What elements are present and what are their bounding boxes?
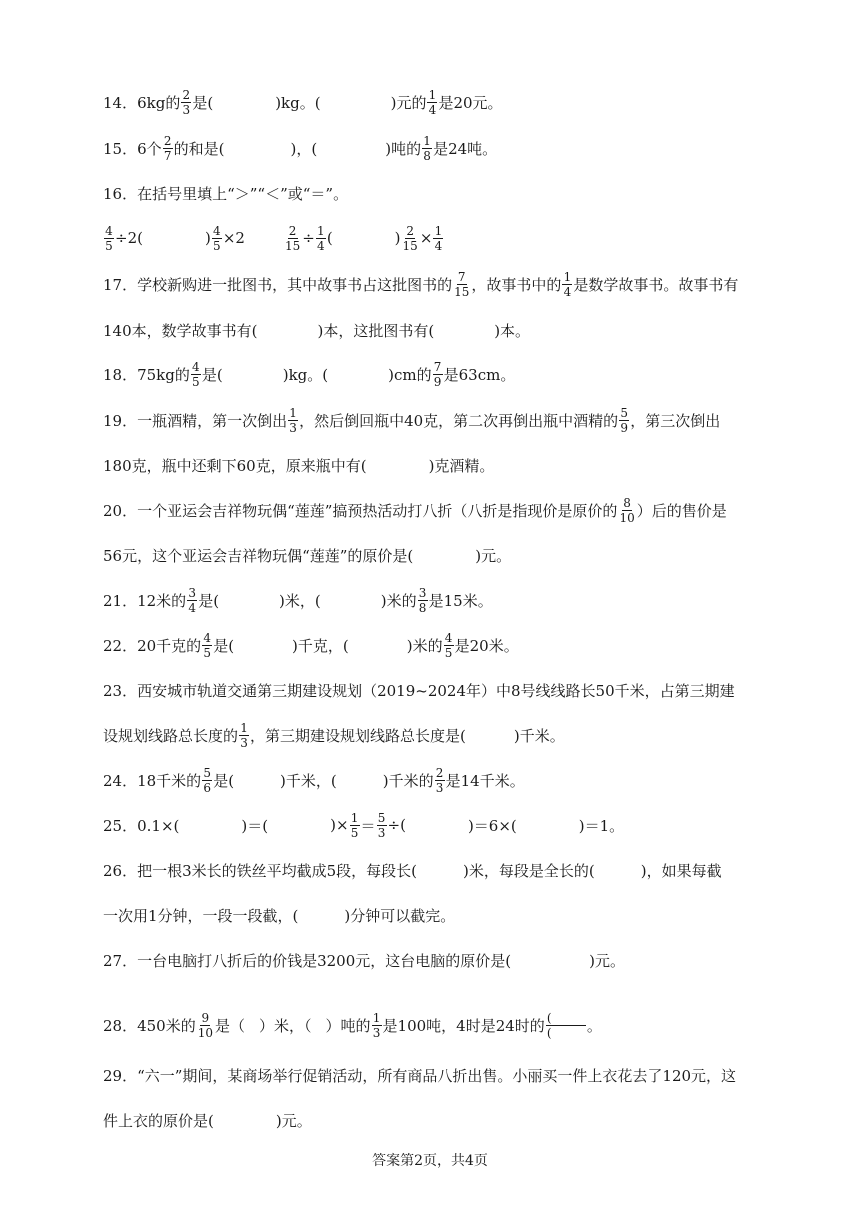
fraction xyxy=(427,88,437,117)
question-21 xyxy=(103,580,493,620)
frac-num: 3 xyxy=(418,585,427,600)
frac-num: 1 xyxy=(316,223,325,238)
q24-text-a: 24．18千米的 xyxy=(103,771,202,790)
fraction xyxy=(181,88,191,117)
fraction xyxy=(316,224,326,253)
frac-num: ( xyxy=(546,1011,586,1026)
question-14 xyxy=(103,82,503,122)
question-29-cont xyxy=(103,1100,312,1140)
q25-text-d: ＝ xyxy=(360,816,376,835)
q19b-text-b: )克酒精。 xyxy=(428,456,495,475)
q16b-text-e: ( xyxy=(326,229,333,247)
frac-den: 5 xyxy=(213,238,221,253)
question-25 xyxy=(103,805,624,845)
frac-den: 15 xyxy=(284,238,301,253)
q28-text-b: 是（ xyxy=(215,1016,246,1035)
q18-text-c: )kg。( xyxy=(282,365,329,384)
frac-den: 5 xyxy=(105,238,113,253)
q25-text-c: )× xyxy=(330,816,349,834)
fraction xyxy=(453,270,470,299)
q16b-text-c: ×2 xyxy=(222,229,245,247)
frac-den: 9 xyxy=(620,420,628,435)
question-16 xyxy=(103,173,348,213)
q28-text-f: 。 xyxy=(586,1016,602,1035)
q28-text-a: 28．450米的 xyxy=(103,1016,196,1035)
q28-text-c: ）米，（ xyxy=(259,1016,312,1035)
q26b-text-a: 一次用1分钟，一段一段截，( xyxy=(103,906,299,925)
frac-den: 9 xyxy=(433,374,442,389)
q16b-text-f: ) xyxy=(394,229,401,247)
q14-text-d: )元的 xyxy=(390,93,427,112)
frac-den: 3 xyxy=(377,825,386,840)
q21-text-c: )米，( xyxy=(279,591,321,610)
frac-den: 4 xyxy=(434,238,443,253)
q25-text-b: )＝( xyxy=(241,816,269,835)
frac-den: 3 xyxy=(372,1025,381,1040)
fraction xyxy=(187,586,197,615)
fraction xyxy=(618,496,635,525)
q22-text-b: 是( xyxy=(213,636,235,655)
q18-text-d: )cm的 xyxy=(388,365,432,384)
q22-text-c: )千克，( xyxy=(292,636,349,655)
frac-den: 3 xyxy=(182,102,191,117)
frac-num: 1 xyxy=(350,810,359,825)
q22-text-e: 是20米。 xyxy=(454,636,519,655)
q21-text-a: 21．12米的 xyxy=(103,591,187,610)
frac-den: 10 xyxy=(619,510,635,525)
fraction xyxy=(104,224,114,253)
frac-den: 4 xyxy=(563,284,572,299)
fraction xyxy=(433,224,443,253)
question-26 xyxy=(103,850,722,890)
q25-text-g: )＝1。 xyxy=(578,816,625,835)
fraction xyxy=(422,134,432,163)
q16b-text-a: ÷2( xyxy=(115,229,143,247)
q27-text-a: 27．一台电脑打八折后的价钱是3200元，这台电脑的原价是( xyxy=(103,951,512,970)
q17-text-b: ，故事书中的 xyxy=(471,275,562,294)
frac-den: 4 xyxy=(316,238,325,253)
frac-den: ( xyxy=(546,1025,552,1040)
frac-num: 2 xyxy=(182,87,191,102)
question-27 xyxy=(103,940,625,980)
frac-num: 2 xyxy=(288,223,297,238)
frac-num: 1 xyxy=(434,223,443,238)
frac-num: 1 xyxy=(428,87,437,102)
frac-num: 4 xyxy=(444,630,453,645)
q18-text-b: 是( xyxy=(201,365,223,384)
fraction xyxy=(284,224,301,253)
page-footer: 答案第2页，共4页 xyxy=(372,1153,488,1169)
frac-num: 4 xyxy=(203,630,211,645)
fraction xyxy=(418,586,428,615)
q15-text-a: 15．6个 xyxy=(103,139,162,158)
fraction xyxy=(402,224,419,253)
answer-fraction-blank[interactable] xyxy=(546,1011,586,1040)
q19-text-b: ，然后倒回瓶中40克，第二次再倒出瓶中酒精的 xyxy=(299,411,619,430)
q19-text-a: 19．一瓶酒精，第一次倒出 xyxy=(103,411,288,430)
q17b-text-a: 140本，数学故事书有( xyxy=(103,321,258,340)
frac-den: 15 xyxy=(454,284,470,299)
q26-text-b: )米，每段是全长的( xyxy=(463,861,595,880)
frac-num: 4 xyxy=(192,359,200,374)
fraction xyxy=(197,1011,214,1040)
q28-text-d: ）吨的 xyxy=(325,1016,371,1035)
q17b-text-c: )本。 xyxy=(494,321,531,340)
frac-num: 1 xyxy=(423,133,431,148)
q21-text-b: 是( xyxy=(198,591,220,610)
q17-text-a: 17．学校新购进一批图书，其中故事书占这批图书的 xyxy=(103,275,453,294)
frac-num: 3 xyxy=(188,585,196,600)
question-23-cont xyxy=(103,715,565,755)
frac-num: 8 xyxy=(623,495,631,510)
q27-text-b: )元。 xyxy=(589,951,625,970)
question-17-cont xyxy=(103,310,530,350)
question-23 xyxy=(103,670,735,710)
q14-text-e: 是20元。 xyxy=(438,93,503,112)
frac-num: 4 xyxy=(213,223,221,238)
frac-den: 15 xyxy=(402,238,418,253)
frac-den: 7 xyxy=(163,148,172,163)
q26-text-c: )，如果每截 xyxy=(640,861,722,880)
question-17 xyxy=(103,264,738,304)
q23-text-a: 23．西安城市轨道交通第三期建设规划（2019~2024年）中8号线线路长50千米，占第三期建 xyxy=(103,681,735,700)
q14-text-c: )kg。( xyxy=(275,93,321,112)
q20b-text-b: )元。 xyxy=(475,546,512,565)
question-16-items xyxy=(103,218,444,258)
fraction xyxy=(619,406,629,435)
q29b-text-b: )元。 xyxy=(275,1111,312,1130)
fraction xyxy=(377,811,387,840)
fraction xyxy=(163,134,173,163)
fraction xyxy=(212,224,222,253)
frac-den: 3 xyxy=(435,780,444,795)
q20-text-a: 20．一个亚运会吉祥物玩偶“莲莲”搞预热活动打八折（八折是指现价是原价的 xyxy=(103,501,618,520)
fraction xyxy=(202,631,212,660)
q15-text-b: 的和是( xyxy=(173,139,225,158)
q22-text-d: )米的 xyxy=(406,636,443,655)
fraction xyxy=(239,721,249,750)
q29-text-a: 29．“六一”期间，某商场举行促销活动，所有商品八折出售。小丽买一件上衣花去了120元，这 xyxy=(103,1066,737,1085)
q17-text-c: 是数学故事书。故事书有 xyxy=(573,275,739,294)
q24-text-d: )千米的 xyxy=(382,771,434,790)
frac-num: 2 xyxy=(435,765,444,780)
frac-num: 7 xyxy=(457,269,466,284)
q28-text-e: 是100吨，4时是24时的 xyxy=(382,1016,545,1035)
fraction xyxy=(372,1011,382,1040)
frac-num: 5 xyxy=(620,405,628,420)
q25-text-a: 25．0.1×( xyxy=(103,816,180,835)
fraction xyxy=(433,360,443,389)
frac-num: 2 xyxy=(163,133,172,148)
fraction xyxy=(350,811,360,840)
question-15 xyxy=(103,128,497,168)
frac-num: 1 xyxy=(372,1010,381,1025)
q29b-text-a: 件上衣的原价是( xyxy=(103,1111,214,1130)
q21-text-d: )米的 xyxy=(380,591,417,610)
question-20 xyxy=(103,490,727,530)
q24-text-e: 是14千米。 xyxy=(445,771,525,790)
q18-text-e: 是63cm。 xyxy=(443,365,516,384)
fraction xyxy=(435,766,445,795)
q17b-text-b: )本，这批图书有( xyxy=(317,321,435,340)
question-22 xyxy=(103,625,519,665)
q23b-text-c: )千米。 xyxy=(513,726,565,745)
q15-text-e: 是24吨。 xyxy=(433,139,498,158)
question-18 xyxy=(103,354,515,394)
q24-text-c: )千米，( xyxy=(280,771,337,790)
q25-text-f: )＝6×( xyxy=(467,816,517,835)
q14-text-b: 是( xyxy=(192,93,214,112)
q23b-text-a: 设规划线路总长度的 xyxy=(103,726,239,745)
question-24 xyxy=(103,760,525,800)
question-19-cont xyxy=(103,445,494,485)
q22-text-a: 22．20千克的 xyxy=(103,636,202,655)
q15-text-d: )吨的 xyxy=(385,139,422,158)
frac-num: 7 xyxy=(433,359,442,374)
q20-text-b: ）后的售价是 xyxy=(636,501,727,520)
frac-den: 6 xyxy=(203,780,211,795)
frac-den: 8 xyxy=(418,600,427,615)
frac-num: 1 xyxy=(563,269,572,284)
q19b-text-a: 180克，瓶中还剩下60克，原来瓶中有( xyxy=(103,456,367,475)
fraction xyxy=(288,406,298,435)
q16b-text-b: ) xyxy=(204,229,211,247)
q25-text-e: ÷( xyxy=(387,816,406,834)
frac-den: 10 xyxy=(197,1025,213,1040)
frac-den: 4 xyxy=(428,102,437,117)
q15-text-c: )，( xyxy=(290,139,318,158)
frac-num: 5 xyxy=(377,810,386,825)
frac-num: 9 xyxy=(201,1010,210,1025)
q16-text: 16．在括号里填上“＞”“＜”或“＝”。 xyxy=(103,184,349,203)
frac-den: 5 xyxy=(203,645,211,660)
frac-num: 4 xyxy=(105,223,113,238)
q16b-text-d: ÷ xyxy=(302,229,315,247)
q19-text-c: ，第三次倒出 xyxy=(630,411,721,430)
q26b-text-b: )分钟可以截完。 xyxy=(344,906,456,925)
frac-num: 2 xyxy=(406,223,414,238)
frac-den: 5 xyxy=(444,645,453,660)
q20b-text-a: 56元，这个亚运会吉祥物玩偶“莲莲”的原价是( xyxy=(103,546,414,565)
question-20-cont xyxy=(103,535,511,575)
frac-den: 3 xyxy=(240,735,248,750)
frac-den: 8 xyxy=(423,148,431,163)
question-19 xyxy=(103,400,720,440)
fraction xyxy=(562,270,572,299)
fraction xyxy=(202,766,212,795)
frac-num: 1 xyxy=(240,720,248,735)
q24-text-b: 是( xyxy=(213,771,235,790)
frac-den: 5 xyxy=(192,374,200,389)
question-29 xyxy=(103,1055,736,1095)
frac-num: 5 xyxy=(203,765,211,780)
question-28 xyxy=(103,1005,602,1045)
q26-text-a: 26．把一根3米长的铁丝平均截成5段，每段长( xyxy=(103,861,418,880)
fraction xyxy=(444,631,454,660)
frac-num: 1 xyxy=(289,405,297,420)
fraction xyxy=(191,360,201,389)
frac-den: 4 xyxy=(188,600,196,615)
q16b-text-g: × xyxy=(419,229,433,247)
question-26-cont xyxy=(103,895,455,935)
frac-den: 5 xyxy=(350,825,359,840)
q21-text-e: 是15米。 xyxy=(428,591,493,610)
frac-den: 3 xyxy=(289,420,297,435)
q18-text-a: 18．75kg的 xyxy=(103,365,190,384)
q14-text-a: 14．6kg的 xyxy=(103,93,181,112)
q23b-text-b: ，第三期建设规划线路总长度是( xyxy=(250,726,466,745)
